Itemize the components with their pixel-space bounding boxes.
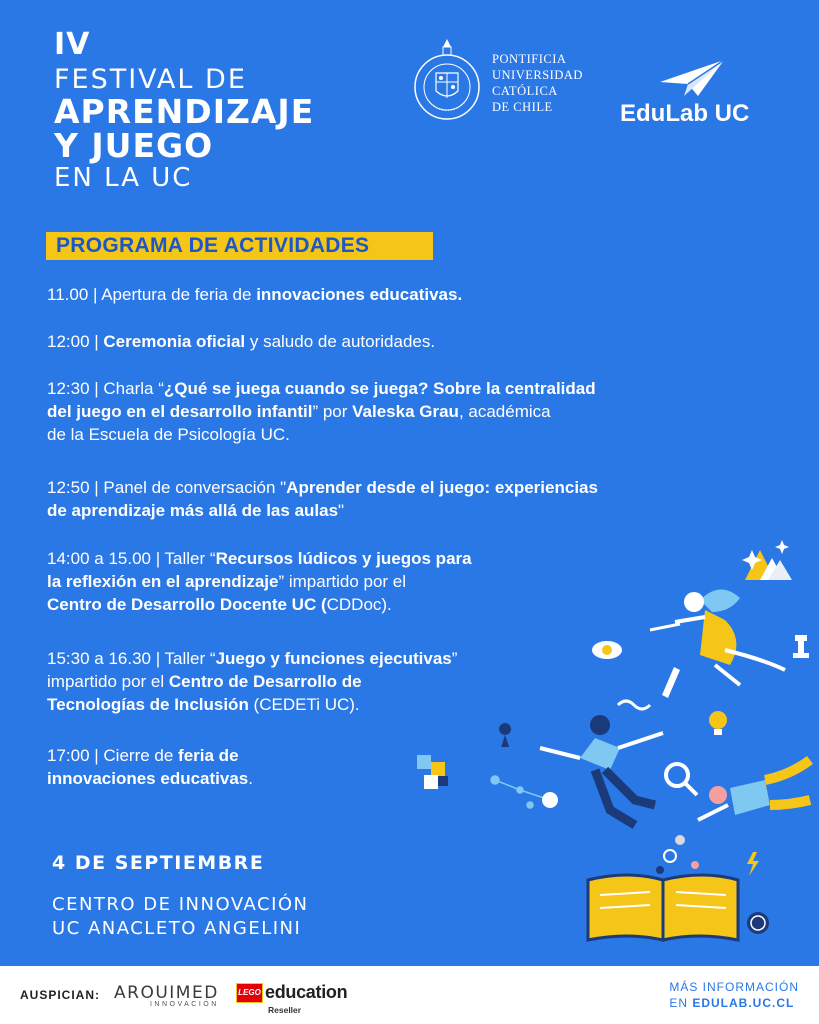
item-text-bold: Centro de Desarrollo de [168, 672, 362, 691]
item-text-bold: innovaciones educativas. [256, 285, 463, 304]
item-text: , académica [458, 402, 551, 421]
item-text: ” impartido por el [278, 572, 407, 591]
item-text-bold: Tecnologías de Inclusión [47, 695, 249, 714]
open-book-icon [588, 875, 738, 940]
dot-icon [691, 861, 699, 869]
item-text: CDDoc). [326, 595, 392, 614]
schedule-item [47, 647, 457, 716]
item-text-bold: Aprender desde el juego: experiencias [286, 478, 598, 497]
item-text-bold: Centro de Desarrollo Docente UC ( [47, 595, 327, 614]
item-text-bold: Valeska Grau [352, 402, 459, 421]
reseller-label: Reseller [268, 1005, 302, 1015]
schedule-item [47, 330, 435, 353]
more-info-line: MÁS INFORMACIÓN [669, 980, 799, 994]
title-line-festival: FESTIVAL DE [54, 64, 247, 95]
website-link[interactable]: EDULAB.UC.CL [692, 996, 795, 1010]
arouimed-subtitle: INNOVACIÓN [149, 1001, 219, 1008]
magnifier-icon [666, 764, 697, 795]
pencil-icon [662, 667, 680, 698]
molecule-icon [491, 776, 558, 808]
festival-title [54, 27, 315, 193]
item-text: impartido por el [47, 672, 169, 691]
flying-girl-figure [650, 589, 785, 685]
item-text-bold: Ceremonia oficial [103, 332, 246, 351]
puc-name [492, 51, 583, 115]
item-text: 14:00 a 15.00 | Taller “ [47, 549, 216, 568]
wave-icon [618, 701, 650, 709]
venue-line: UC ANACLETO ANGELINI [52, 918, 302, 939]
jumping-boy-figure [540, 715, 663, 825]
title-edition: IV [54, 27, 91, 62]
item-text: ” [451, 649, 458, 668]
lightning-icon [747, 852, 759, 876]
ring-icon [664, 850, 676, 862]
item-text: " [338, 501, 345, 520]
item-text: de la Escuela de Psicología UC. [47, 425, 290, 444]
more-info [669, 979, 799, 1011]
program-heading: PROGRAMA DE ACTIVIDADES [46, 232, 433, 260]
title-line-aprendizaje: APRENDIZAJE [54, 92, 315, 131]
edulab-name: EduLab UC [620, 100, 750, 127]
item-text-bold: innovaciones educativas [47, 769, 249, 788]
lego-education-logo [236, 982, 347, 1003]
schedule-item [47, 744, 253, 790]
schedule-item [47, 283, 462, 306]
sponsors-label: AUSPICIAN: [20, 988, 101, 1002]
edulab-logo [620, 58, 765, 128]
item-text: 11.00 | Apertura de feria de [47, 285, 257, 304]
item-text-bold: del juego en el desarrollo infantil [47, 402, 313, 421]
schedule-item [47, 476, 598, 522]
title-line-juego: Y JUEGO [54, 126, 214, 165]
item-text: 12:30 | Charla “ [47, 379, 164, 398]
item-text-bold: la reflexión en el aprendizaje [47, 572, 279, 591]
item-text-bold: feria de [178, 746, 239, 765]
event-date: 4 DE SEPTIEMBRE [52, 852, 265, 874]
item-text-bold: Juego y funciones ejecutivas [215, 649, 452, 668]
item-text-bold: de aprendizaje más allá de las aulas [47, 501, 339, 520]
item-text-bold: ¿Qué se juega cuando se juega? Sobre la centralidad [163, 379, 596, 398]
play-learning-illustration [400, 530, 819, 966]
pawn-icon [499, 723, 511, 747]
item-text: 12:00 | [47, 332, 104, 351]
item-text-bold: Recursos lúdicos y juegos para [215, 549, 472, 568]
eye-icon [592, 641, 622, 659]
item-text: ” por [312, 402, 353, 421]
item-text: (CEDETi UC). [248, 695, 360, 714]
puc-name-line: UNIVERSIDAD [492, 68, 583, 82]
event-venue [52, 893, 309, 941]
lying-person-figure [698, 760, 810, 820]
chess-piece-icon [793, 635, 809, 658]
puc-seal-icon [412, 35, 482, 131]
dot-icon [656, 866, 664, 874]
puzzle-icon [417, 755, 448, 789]
star-badge-icon [747, 912, 769, 934]
item-text: . [248, 769, 253, 788]
dot-icon [675, 835, 685, 845]
lego-logo-icon: LEGO [236, 983, 263, 1003]
puc-name-line: CATÓLICA [492, 84, 558, 98]
arouimed-logo [114, 983, 219, 1008]
puc-logo [412, 35, 583, 131]
lightbulb-icon [709, 711, 727, 735]
paper-plane-icon [658, 58, 726, 98]
item-text: 15:30 a 16.30 | Taller “ [47, 649, 216, 668]
title-line-uc: EN LA UC [54, 163, 193, 193]
lego-education-word: education [265, 982, 348, 1002]
item-text: 12:50 | Panel de conversación " [47, 478, 287, 497]
venue-line: CENTRO DE INNOVACIÓN [52, 894, 309, 915]
schedule-item [47, 377, 596, 446]
arouimed-name: AROUIMED [114, 983, 219, 1003]
puc-name-line: PONTIFICIA [492, 52, 567, 66]
item-text: 17:00 | Cierre de [47, 746, 179, 765]
item-text: y saludo de autoridades. [245, 332, 436, 351]
more-info-prefix: EN [669, 996, 693, 1010]
puc-name-line: DE CHILE [492, 100, 553, 114]
footer-bar [0, 966, 819, 1024]
